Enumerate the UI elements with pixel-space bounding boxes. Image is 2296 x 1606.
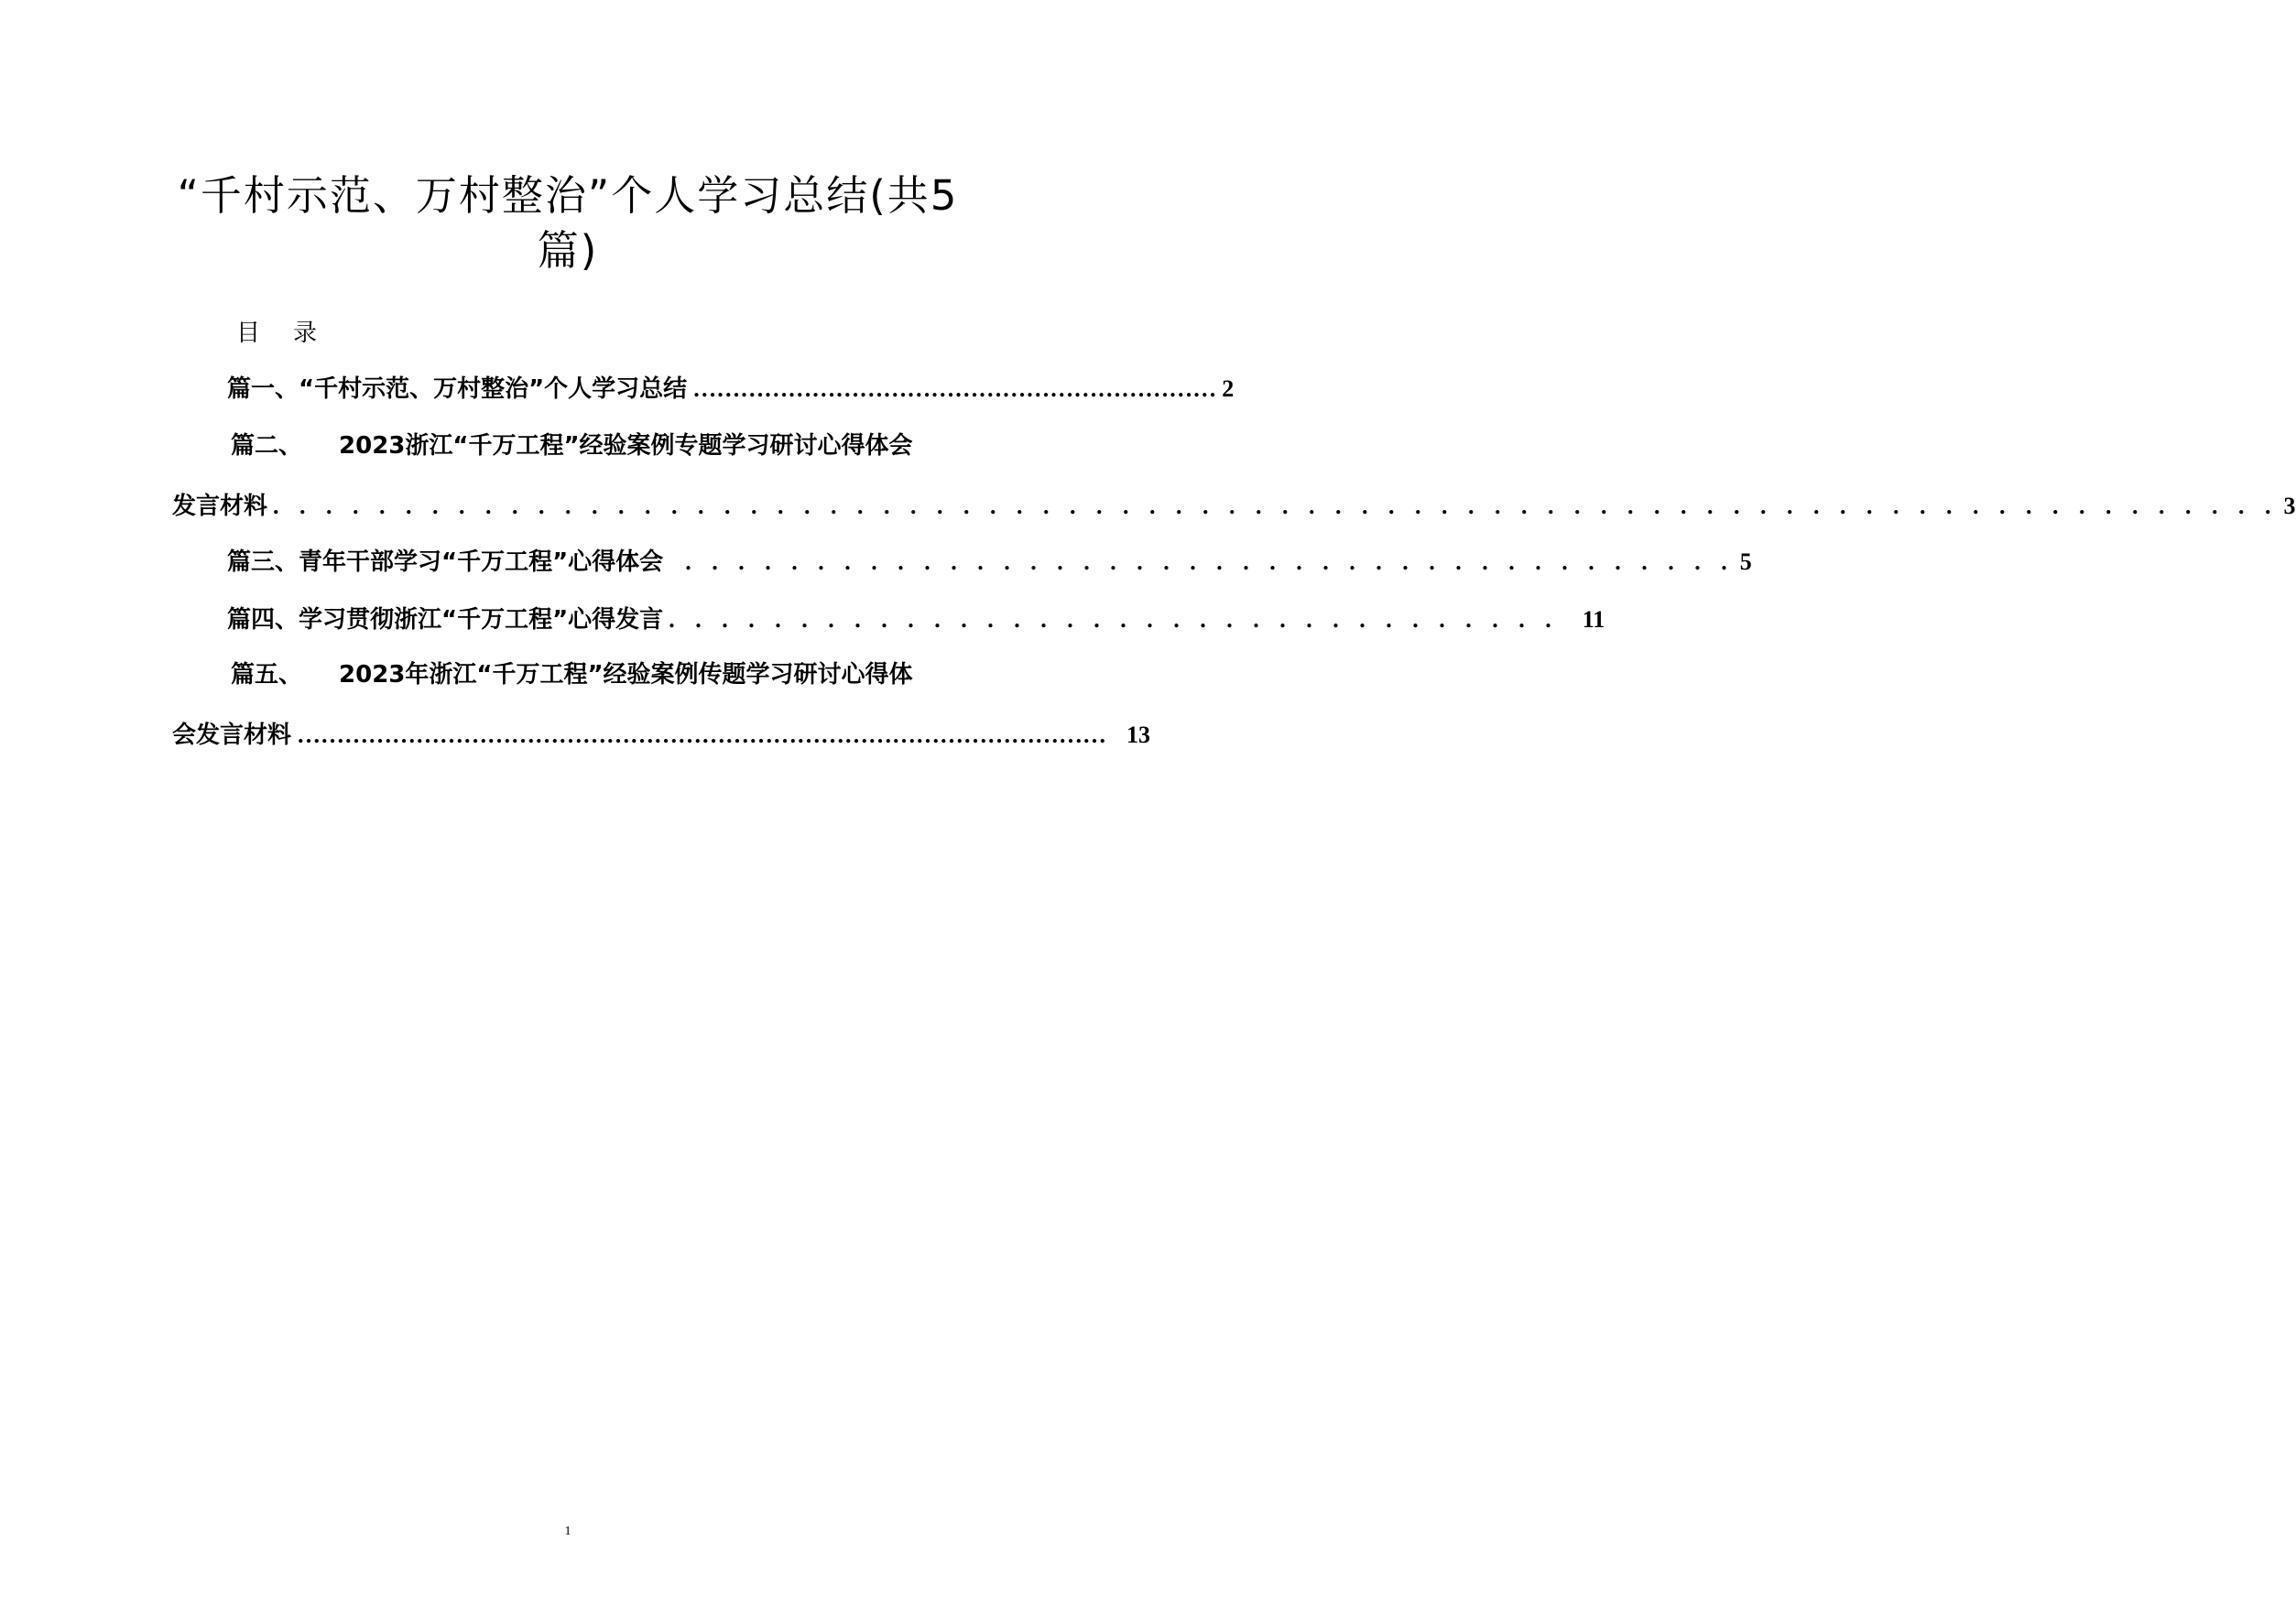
toc-entry-page: 3 — [2283, 493, 2296, 519]
toc-entry-4[interactable] — [227, 604, 1605, 635]
toc-entry-label: 篇一、“千村示范、万村整治”个人学习总结 — [227, 375, 688, 403]
toc-entry-page: 2 — [1222, 375, 1235, 402]
document-title — [137, 168, 998, 278]
page-number: 1 — [564, 1525, 571, 1538]
toc-entry-5-continued[interactable] — [172, 720, 1151, 751]
toc-entry-label-continued: 发言材料 — [172, 493, 268, 520]
toc-entry-label: 2023浙江“千万工程”经验案例专题学习研讨心得体会 — [339, 432, 913, 460]
toc-entry-label-prefix: 篇二、 — [231, 432, 303, 460]
toc-entry-page: 13 — [1126, 722, 1151, 748]
toc-entry-page: 5 — [1739, 548, 1752, 575]
toc-leader-dots: . . . . . . . . . . . . . . . . . . . . . . . . . . . . . . . . . . . . . . . . — [685, 548, 1735, 575]
title-line-2: 篇) — [537, 226, 599, 275]
toc-entry-label: 篇四、学习贯彻浙江“千万工程”心得发言 — [227, 606, 664, 634]
toc-leader-dots: . . . . . . . . . . . . . . . . . . . . . . . . . . . . . . . . . . — [669, 606, 1559, 633]
toc-entry-3[interactable] — [227, 547, 1752, 578]
toc-entry-page: 11 — [1582, 606, 1605, 633]
toc-entry-2[interactable] — [231, 430, 963, 461]
toc-entry-1[interactable] — [227, 374, 1235, 405]
toc-heading: 目录 — [236, 320, 351, 347]
toc-leader-dots: . . . . . . . . . . . . . . . . . . . . . . . . . . . . . . . . . . . . . . . . . . . . . . . . . . . . . . . . . . . . . . . . . . . . . . . . . . . . — [273, 493, 2279, 519]
toc-entry-label-prefix: 篇五、 — [231, 661, 303, 689]
toc-entry-label: 篇三、青年干部学习“千万工程”心得体会 — [227, 548, 664, 576]
toc-entry-label-continued: 会发言材料 — [172, 722, 292, 749]
toc-entry-label: 2023年浙江“千万工程”经验案例传题学习研讨心得体 — [339, 661, 913, 689]
toc-entry-5[interactable] — [231, 659, 963, 690]
toc-entry-2-continued[interactable] — [172, 491, 2296, 522]
toc-leader-dots: ………………………………………………………………………………………… — [297, 722, 1107, 748]
toc-leader-dots: ………………………………………………………… — [692, 375, 1217, 402]
title-line-1: “千村示范、万村整治”个人学习总结(共5 — [177, 171, 959, 220]
